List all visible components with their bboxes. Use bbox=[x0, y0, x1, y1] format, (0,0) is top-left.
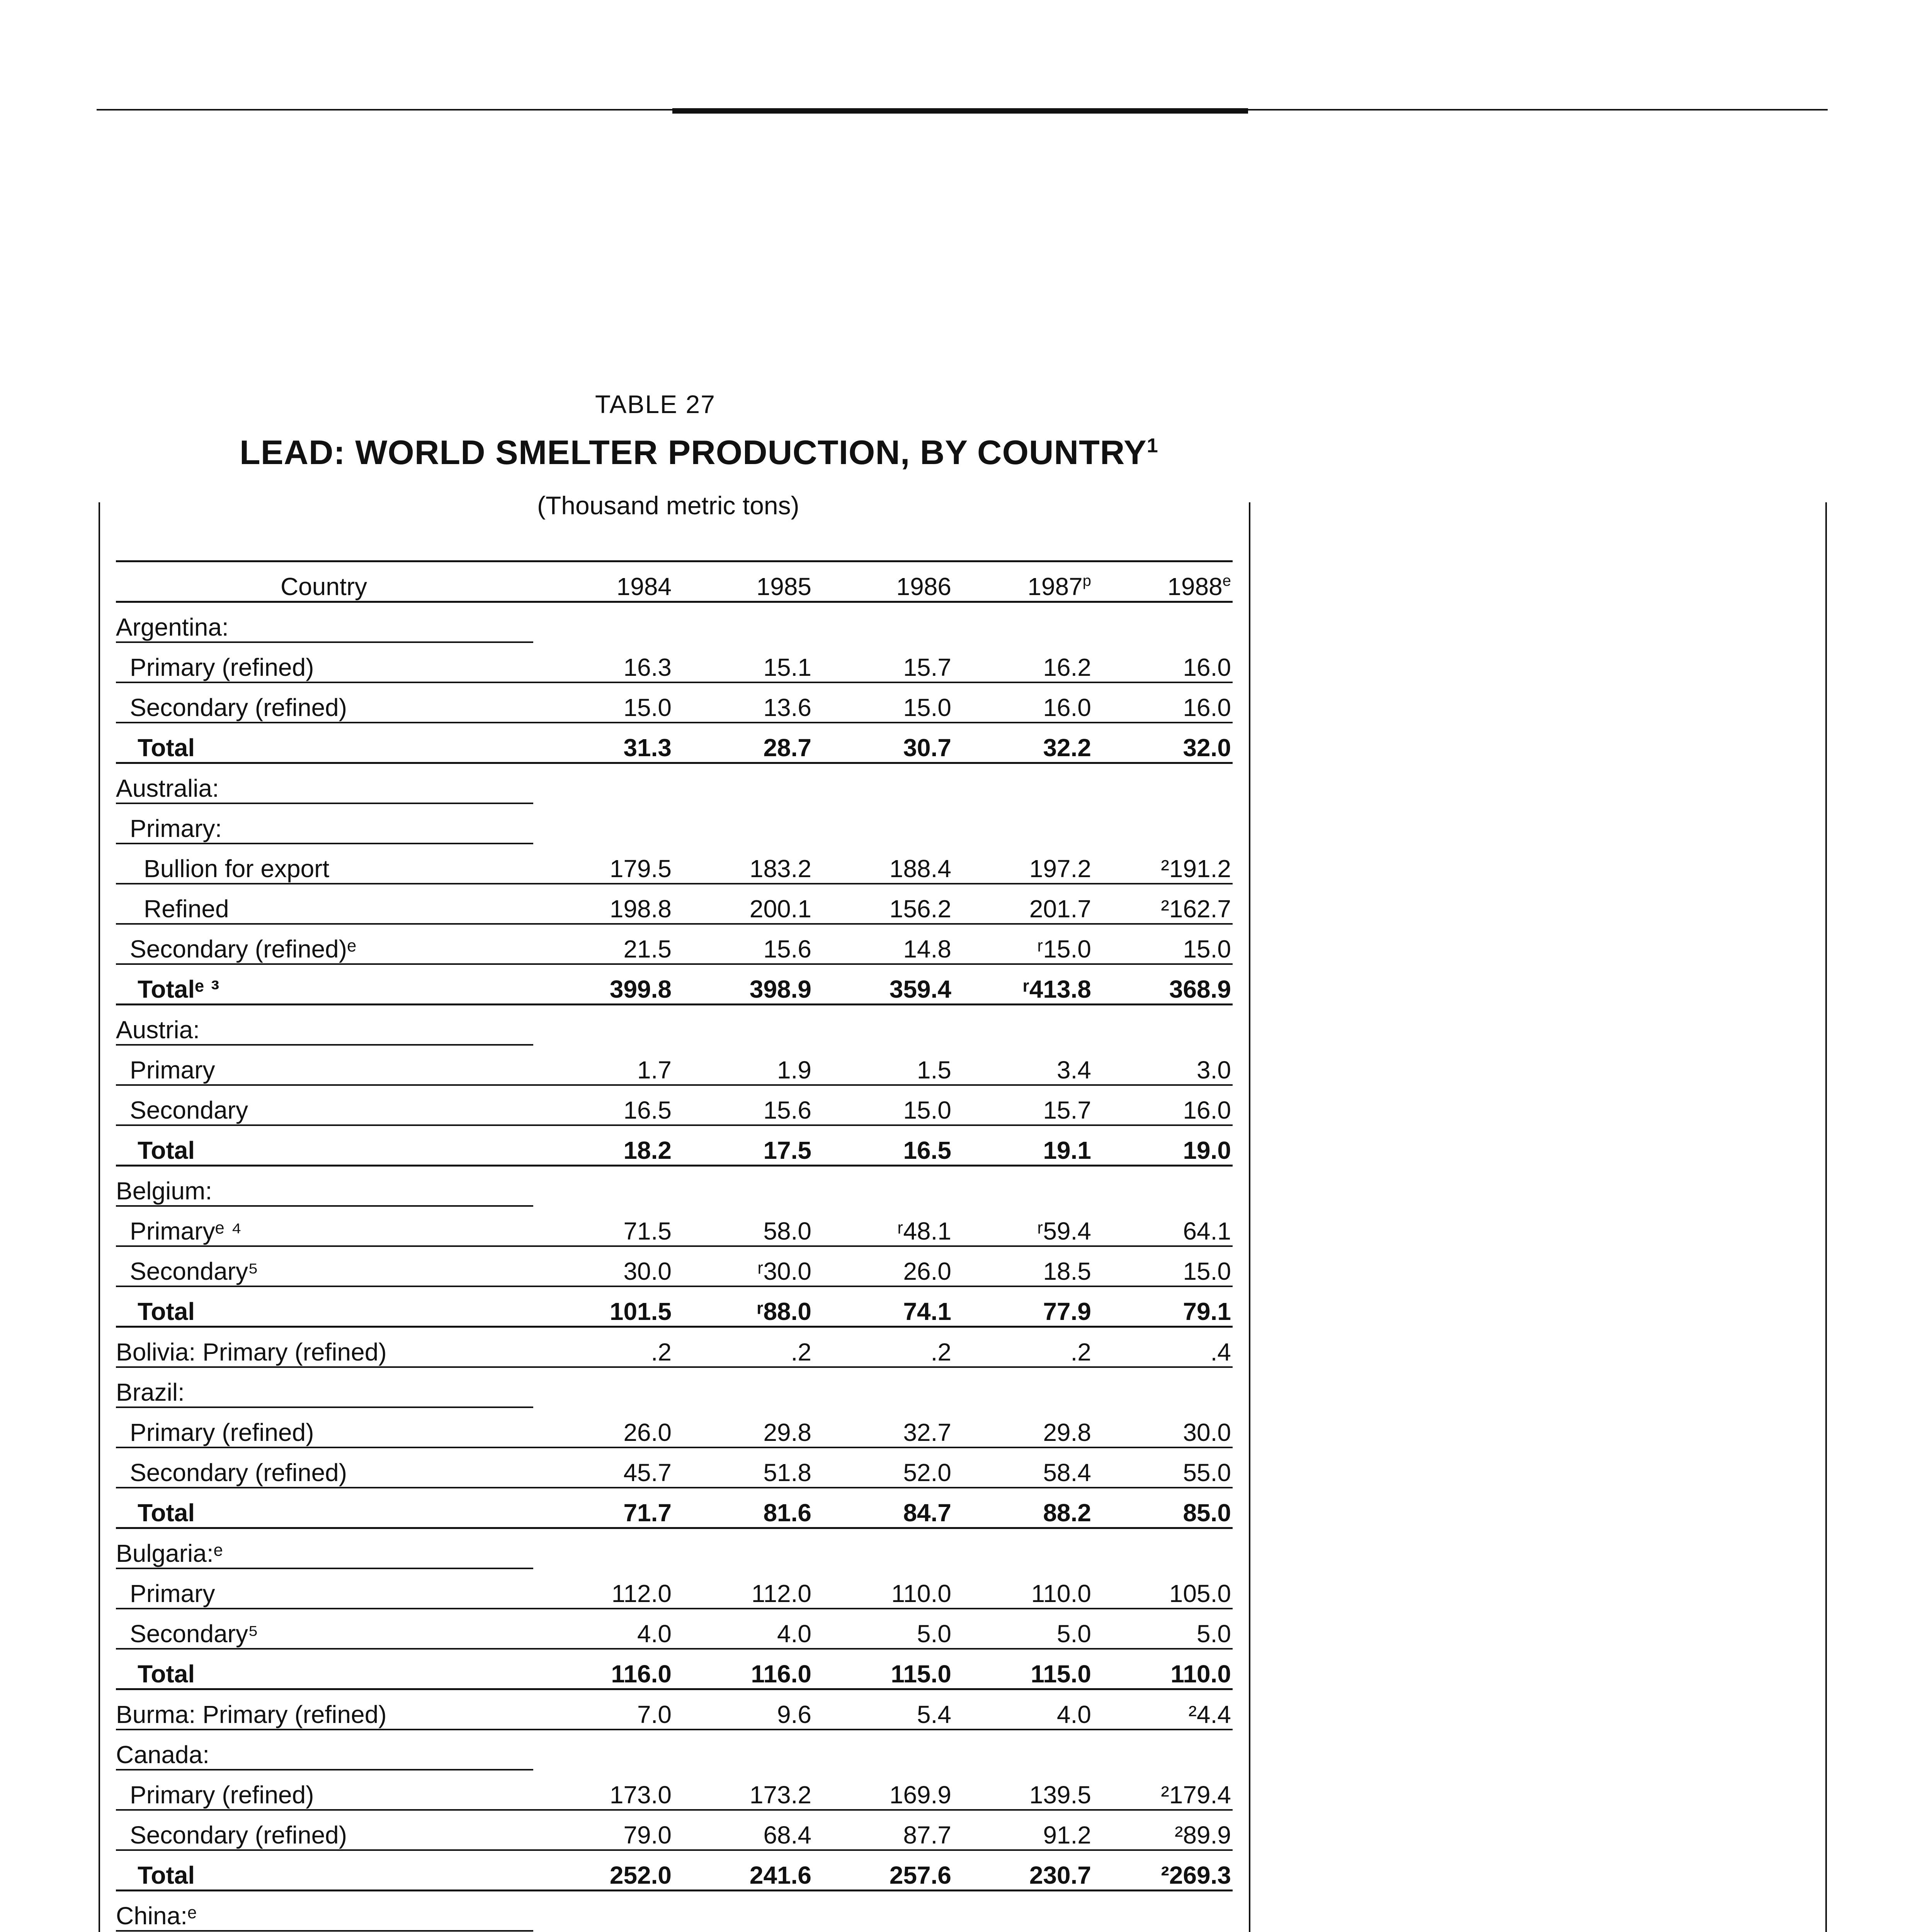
row-label: Secondary (refined)ᵉ bbox=[116, 924, 533, 964]
cell-value: 200.1 bbox=[673, 884, 813, 924]
header-1987 bbox=[953, 561, 1093, 602]
cell-value bbox=[533, 1367, 673, 1407]
table-row-total bbox=[116, 964, 1233, 1005]
table-row bbox=[116, 884, 1233, 924]
row-label: Secondary (refined) bbox=[116, 682, 533, 723]
row-label: Totalᵉ ³ bbox=[116, 964, 533, 1005]
table-row bbox=[116, 1568, 1233, 1609]
cell-value: 29.8 bbox=[953, 1407, 1093, 1447]
cell-value: 77.9 bbox=[953, 1286, 1093, 1327]
table-row-total bbox=[116, 723, 1233, 763]
cell-value bbox=[673, 1528, 813, 1569]
cell-value bbox=[673, 1166, 813, 1206]
cell-value: ʳ30.0 bbox=[673, 1246, 813, 1286]
cell-value: 71.7 bbox=[533, 1488, 673, 1528]
row-label: Secondary bbox=[116, 1085, 533, 1125]
row-label: Total bbox=[116, 1125, 533, 1166]
cell-value bbox=[953, 1166, 1093, 1206]
cell-value bbox=[673, 763, 813, 804]
table-row bbox=[116, 1770, 1233, 1810]
cell-value bbox=[813, 1528, 953, 1569]
cell-value: 3.4 bbox=[953, 1045, 1093, 1085]
table-row-group bbox=[116, 1367, 1233, 1407]
cell-value bbox=[533, 1730, 673, 1770]
row-label: Total bbox=[116, 1850, 533, 1891]
cell-value: 368.9 bbox=[1093, 964, 1233, 1005]
row-label: Secondary⁵ bbox=[116, 1609, 533, 1649]
table-row-total bbox=[116, 1125, 1233, 1166]
cell-value: .2 bbox=[813, 1327, 953, 1367]
table-row-group bbox=[116, 1528, 1233, 1569]
header-1987-year: 1987 bbox=[1027, 573, 1083, 600]
cell-value: 1.9 bbox=[673, 1045, 813, 1085]
cell-value: 51.8 bbox=[673, 1447, 813, 1488]
cell-value bbox=[533, 1166, 673, 1206]
cell-value: 32.2 bbox=[953, 723, 1093, 763]
row-label: Argentina: bbox=[116, 602, 533, 643]
cell-value: 257.6 bbox=[813, 1850, 953, 1891]
cell-value: 169.9 bbox=[813, 1770, 953, 1810]
table-row bbox=[116, 1810, 1233, 1850]
cell-value: 110.0 bbox=[1093, 1649, 1233, 1689]
cell-value: 79.1 bbox=[1093, 1286, 1233, 1327]
cell-value: 110.0 bbox=[953, 1568, 1093, 1609]
row-label: Secondary (refined) bbox=[116, 1447, 533, 1488]
header-1985: 1985 bbox=[673, 561, 813, 602]
cell-value bbox=[953, 1005, 1093, 1045]
cell-value bbox=[1093, 1730, 1233, 1770]
table-row bbox=[116, 642, 1233, 682]
cell-value bbox=[953, 1367, 1093, 1407]
cell-value: 26.0 bbox=[813, 1246, 953, 1286]
cell-value: 87.7 bbox=[813, 1810, 953, 1850]
cell-value: 81.6 bbox=[673, 1488, 813, 1528]
cell-value: 30.0 bbox=[533, 1246, 673, 1286]
row-label: Burma: Primary (refined) bbox=[116, 1689, 533, 1730]
table-row-total bbox=[116, 1649, 1233, 1689]
row-label: Primary (refined) bbox=[116, 642, 533, 682]
cell-value: 88.2 bbox=[953, 1488, 1093, 1528]
cell-value: 32.7 bbox=[813, 1407, 953, 1447]
table-row-group bbox=[116, 1166, 1233, 1206]
cell-value bbox=[1093, 1166, 1233, 1206]
table-row bbox=[116, 1206, 1233, 1246]
cell-value: ʳ59.4 bbox=[953, 1206, 1093, 1246]
cell-value bbox=[1093, 803, 1233, 844]
row-label: Primary (refined) bbox=[116, 1407, 533, 1447]
cell-value: 28.7 bbox=[673, 723, 813, 763]
cell-value: 173.0 bbox=[533, 1770, 673, 1810]
cell-value: 16.2 bbox=[953, 642, 1093, 682]
row-label: Total bbox=[116, 1649, 533, 1689]
row-label: Bolivia: Primary (refined) bbox=[116, 1327, 533, 1367]
cell-value: 91.2 bbox=[953, 1810, 1093, 1850]
cell-value bbox=[1093, 1367, 1233, 1407]
cell-value: 179.5 bbox=[533, 844, 673, 884]
cell-value: 241.6 bbox=[673, 1850, 813, 1891]
cell-value: 79.0 bbox=[533, 1810, 673, 1850]
cell-value: 14.8 bbox=[813, 924, 953, 964]
cell-value: 16.5 bbox=[533, 1085, 673, 1125]
cell-value: 15.0 bbox=[1093, 924, 1233, 964]
cell-value: ²179.4 bbox=[1093, 1770, 1233, 1810]
cell-value: 4.0 bbox=[673, 1609, 813, 1649]
row-label: Brazil: bbox=[116, 1367, 533, 1407]
table-body bbox=[116, 602, 1233, 1932]
cell-value: 115.0 bbox=[813, 1649, 953, 1689]
cell-value bbox=[1093, 763, 1233, 804]
cell-value: 30.0 bbox=[1093, 1407, 1233, 1447]
cell-value: 156.2 bbox=[813, 884, 953, 924]
cell-value: 398.9 bbox=[673, 964, 813, 1005]
cell-value: ²269.3 bbox=[1093, 1850, 1233, 1891]
cell-value: 15.7 bbox=[953, 1085, 1093, 1125]
cell-value bbox=[533, 1005, 673, 1045]
cell-value: 16.0 bbox=[1093, 682, 1233, 723]
row-label: Austria: bbox=[116, 1005, 533, 1045]
cell-value bbox=[953, 1891, 1093, 1931]
cell-value bbox=[673, 1730, 813, 1770]
cell-value: 105.0 bbox=[1093, 1568, 1233, 1609]
cell-value bbox=[813, 1166, 953, 1206]
cell-value: 15.6 bbox=[673, 1085, 813, 1125]
cell-value: 4.0 bbox=[533, 1609, 673, 1649]
row-label: Total bbox=[116, 1488, 533, 1528]
cell-value: 359.4 bbox=[813, 964, 953, 1005]
cell-value: 16.0 bbox=[953, 682, 1093, 723]
table-row-total bbox=[116, 1286, 1233, 1327]
table-row bbox=[116, 924, 1233, 964]
cell-value: 71.5 bbox=[533, 1206, 673, 1246]
cell-value: 197.2 bbox=[953, 844, 1093, 884]
cell-value bbox=[1093, 1528, 1233, 1569]
cell-value: 30.7 bbox=[813, 723, 953, 763]
table-row bbox=[116, 1407, 1233, 1447]
cell-value bbox=[1093, 602, 1233, 643]
cell-value: 3.0 bbox=[1093, 1045, 1233, 1085]
cell-value bbox=[813, 763, 953, 804]
cell-value: 116.0 bbox=[673, 1649, 813, 1689]
production-table bbox=[116, 560, 1233, 1932]
header-country: Country bbox=[116, 561, 533, 602]
cell-value: 230.7 bbox=[953, 1850, 1093, 1891]
cell-value: 68.4 bbox=[673, 1810, 813, 1850]
cell-value: 31.3 bbox=[533, 723, 673, 763]
cell-value: 9.6 bbox=[673, 1689, 813, 1730]
cell-value: 74.1 bbox=[813, 1286, 953, 1327]
cell-value bbox=[533, 803, 673, 844]
cell-value: 19.1 bbox=[953, 1125, 1093, 1166]
table-title bbox=[240, 433, 1158, 472]
cell-value: 32.0 bbox=[1093, 723, 1233, 763]
cell-value bbox=[813, 1367, 953, 1407]
right-margin-line bbox=[1249, 502, 1250, 1932]
cell-value: 16.0 bbox=[1093, 1085, 1233, 1125]
cell-value: .4 bbox=[1093, 1327, 1233, 1367]
table-row bbox=[116, 1689, 1233, 1730]
header-1986: 1986 bbox=[813, 561, 953, 602]
cell-value: .2 bbox=[673, 1327, 813, 1367]
row-label: Refined bbox=[116, 884, 533, 924]
cell-value: 5.0 bbox=[813, 1609, 953, 1649]
cell-value bbox=[673, 803, 813, 844]
cell-value: 5.0 bbox=[953, 1609, 1093, 1649]
table-row-group bbox=[116, 1005, 1233, 1045]
cell-value bbox=[533, 602, 673, 643]
cell-value: 29.8 bbox=[673, 1407, 813, 1447]
cell-value: 112.0 bbox=[673, 1568, 813, 1609]
header-row bbox=[116, 561, 1233, 602]
table-row-group bbox=[116, 1891, 1233, 1931]
cell-value: 16.3 bbox=[533, 642, 673, 682]
cell-value: 26.0 bbox=[533, 1407, 673, 1447]
cell-value: 21.5 bbox=[533, 924, 673, 964]
table-row-group bbox=[116, 602, 1233, 643]
cell-value bbox=[673, 602, 813, 643]
cell-value bbox=[813, 1730, 953, 1770]
cell-value: 15.0 bbox=[813, 1085, 953, 1125]
table-row bbox=[116, 1447, 1233, 1488]
cell-value: 112.0 bbox=[533, 1568, 673, 1609]
cell-value: 64.1 bbox=[1093, 1206, 1233, 1246]
cell-value: 58.0 bbox=[673, 1206, 813, 1246]
row-label: Primary (refined) bbox=[116, 1770, 533, 1810]
table-row-group bbox=[116, 803, 1233, 844]
row-label: Secondary⁵ bbox=[116, 1246, 533, 1286]
cell-value: 1.7 bbox=[533, 1045, 673, 1085]
cell-value: 198.8 bbox=[533, 884, 673, 924]
cell-value: 55.0 bbox=[1093, 1447, 1233, 1488]
row-label: Belgium: bbox=[116, 1166, 533, 1206]
cell-value: 4.0 bbox=[953, 1689, 1093, 1730]
cell-value: 13.6 bbox=[673, 682, 813, 723]
row-label: Primary bbox=[116, 1568, 533, 1609]
cell-value: 1.5 bbox=[813, 1045, 953, 1085]
top-rule-bold bbox=[672, 108, 1248, 114]
cell-value: 18.5 bbox=[953, 1246, 1093, 1286]
cell-value: 173.2 bbox=[673, 1770, 813, 1810]
header-1988-year: 1988 bbox=[1167, 573, 1223, 600]
cell-value: 5.0 bbox=[1093, 1609, 1233, 1649]
row-label: Secondary (refined) bbox=[116, 1810, 533, 1850]
cell-value bbox=[673, 1367, 813, 1407]
cell-value bbox=[953, 1730, 1093, 1770]
row-label: Bulgaria:ᵉ bbox=[116, 1528, 533, 1569]
cell-value: 188.4 bbox=[813, 844, 953, 884]
table-row-total bbox=[116, 1850, 1233, 1891]
cell-value bbox=[533, 1528, 673, 1569]
cell-value bbox=[813, 803, 953, 844]
cell-value: 18.2 bbox=[533, 1125, 673, 1166]
cell-value: 15.6 bbox=[673, 924, 813, 964]
cell-value: 201.7 bbox=[953, 884, 1093, 924]
table-units: (Thousand metric tons) bbox=[537, 491, 799, 520]
table-row bbox=[116, 844, 1233, 884]
row-label: China:ᵉ bbox=[116, 1891, 533, 1931]
cell-value bbox=[673, 1891, 813, 1931]
cell-value bbox=[533, 763, 673, 804]
cell-value: 139.5 bbox=[953, 1770, 1093, 1810]
row-label: Canada: bbox=[116, 1730, 533, 1770]
cell-value: 85.0 bbox=[1093, 1488, 1233, 1528]
row-label: Primaryᵉ ⁴ bbox=[116, 1206, 533, 1246]
cell-value: ²162.7 bbox=[1093, 884, 1233, 924]
table-row-total bbox=[116, 1488, 1233, 1528]
cell-value: ʳ88.0 bbox=[673, 1286, 813, 1327]
cell-value: 45.7 bbox=[533, 1447, 673, 1488]
cell-value bbox=[953, 763, 1093, 804]
cell-value bbox=[813, 1005, 953, 1045]
cell-value: 5.4 bbox=[813, 1689, 953, 1730]
table-number: TABLE 27 bbox=[595, 390, 716, 418]
cell-value bbox=[953, 1528, 1093, 1569]
header-1988 bbox=[1093, 561, 1233, 602]
row-label: Primary: bbox=[116, 803, 533, 844]
cell-value bbox=[533, 1891, 673, 1931]
cell-value bbox=[1093, 1891, 1233, 1931]
cell-value: 17.5 bbox=[673, 1125, 813, 1166]
cell-value: 399.8 bbox=[533, 964, 673, 1005]
cell-value: ²191.2 bbox=[1093, 844, 1233, 884]
table-row bbox=[116, 1085, 1233, 1125]
cell-value bbox=[953, 602, 1093, 643]
header-1984: 1984 bbox=[533, 561, 673, 602]
cell-value bbox=[813, 1891, 953, 1931]
cell-value bbox=[953, 803, 1093, 844]
cell-value: 52.0 bbox=[813, 1447, 953, 1488]
table-row-group bbox=[116, 763, 1233, 804]
header-1987-mark: p bbox=[1082, 572, 1091, 589]
cell-value: 110.0 bbox=[813, 1568, 953, 1609]
row-label: Australia: bbox=[116, 763, 533, 804]
cell-value: ʳ15.0 bbox=[953, 924, 1093, 964]
cell-value: 84.7 bbox=[813, 1488, 953, 1528]
cell-value: .2 bbox=[533, 1327, 673, 1367]
cell-value: 16.5 bbox=[813, 1125, 953, 1166]
row-label: Total bbox=[116, 723, 533, 763]
far-right-margin-line bbox=[1825, 502, 1827, 1932]
table-title-footnote: 1 bbox=[1146, 434, 1158, 457]
cell-value bbox=[673, 1005, 813, 1045]
header-1988-mark: e bbox=[1222, 572, 1231, 589]
row-label: Total bbox=[116, 1286, 533, 1327]
left-margin-line bbox=[99, 502, 100, 1932]
table-title-text: LEAD: WORLD SMELTER PRODUCTION, BY COUNTRY bbox=[240, 433, 1147, 471]
cell-value: 19.0 bbox=[1093, 1125, 1233, 1166]
cell-value: 116.0 bbox=[533, 1649, 673, 1689]
cell-value: .2 bbox=[953, 1327, 1093, 1367]
table-row bbox=[116, 1246, 1233, 1286]
cell-value: 7.0 bbox=[533, 1689, 673, 1730]
cell-value: 58.4 bbox=[953, 1447, 1093, 1488]
table-row bbox=[116, 1609, 1233, 1649]
cell-value: ʳ413.8 bbox=[953, 964, 1093, 1005]
table-row bbox=[116, 1327, 1233, 1367]
cell-value: 16.0 bbox=[1093, 642, 1233, 682]
cell-value: ²89.9 bbox=[1093, 1810, 1233, 1850]
cell-value: 15.1 bbox=[673, 642, 813, 682]
table-row bbox=[116, 682, 1233, 723]
cell-value: 115.0 bbox=[953, 1649, 1093, 1689]
cell-value: 15.7 bbox=[813, 642, 953, 682]
cell-value: 15.0 bbox=[813, 682, 953, 723]
cell-value: 183.2 bbox=[673, 844, 813, 884]
table-row-group bbox=[116, 1730, 1233, 1770]
cell-value: 101.5 bbox=[533, 1286, 673, 1327]
cell-value bbox=[1093, 1005, 1233, 1045]
cell-value bbox=[813, 602, 953, 643]
row-label: Primary bbox=[116, 1045, 533, 1085]
cell-value: 15.0 bbox=[533, 682, 673, 723]
cell-value: 15.0 bbox=[1093, 1246, 1233, 1286]
table-row bbox=[116, 1045, 1233, 1085]
cell-value: ²4.4 bbox=[1093, 1689, 1233, 1730]
row-label: Bullion for export bbox=[116, 844, 533, 884]
cell-value: 252.0 bbox=[533, 1850, 673, 1891]
cell-value: ʳ48.1 bbox=[813, 1206, 953, 1246]
